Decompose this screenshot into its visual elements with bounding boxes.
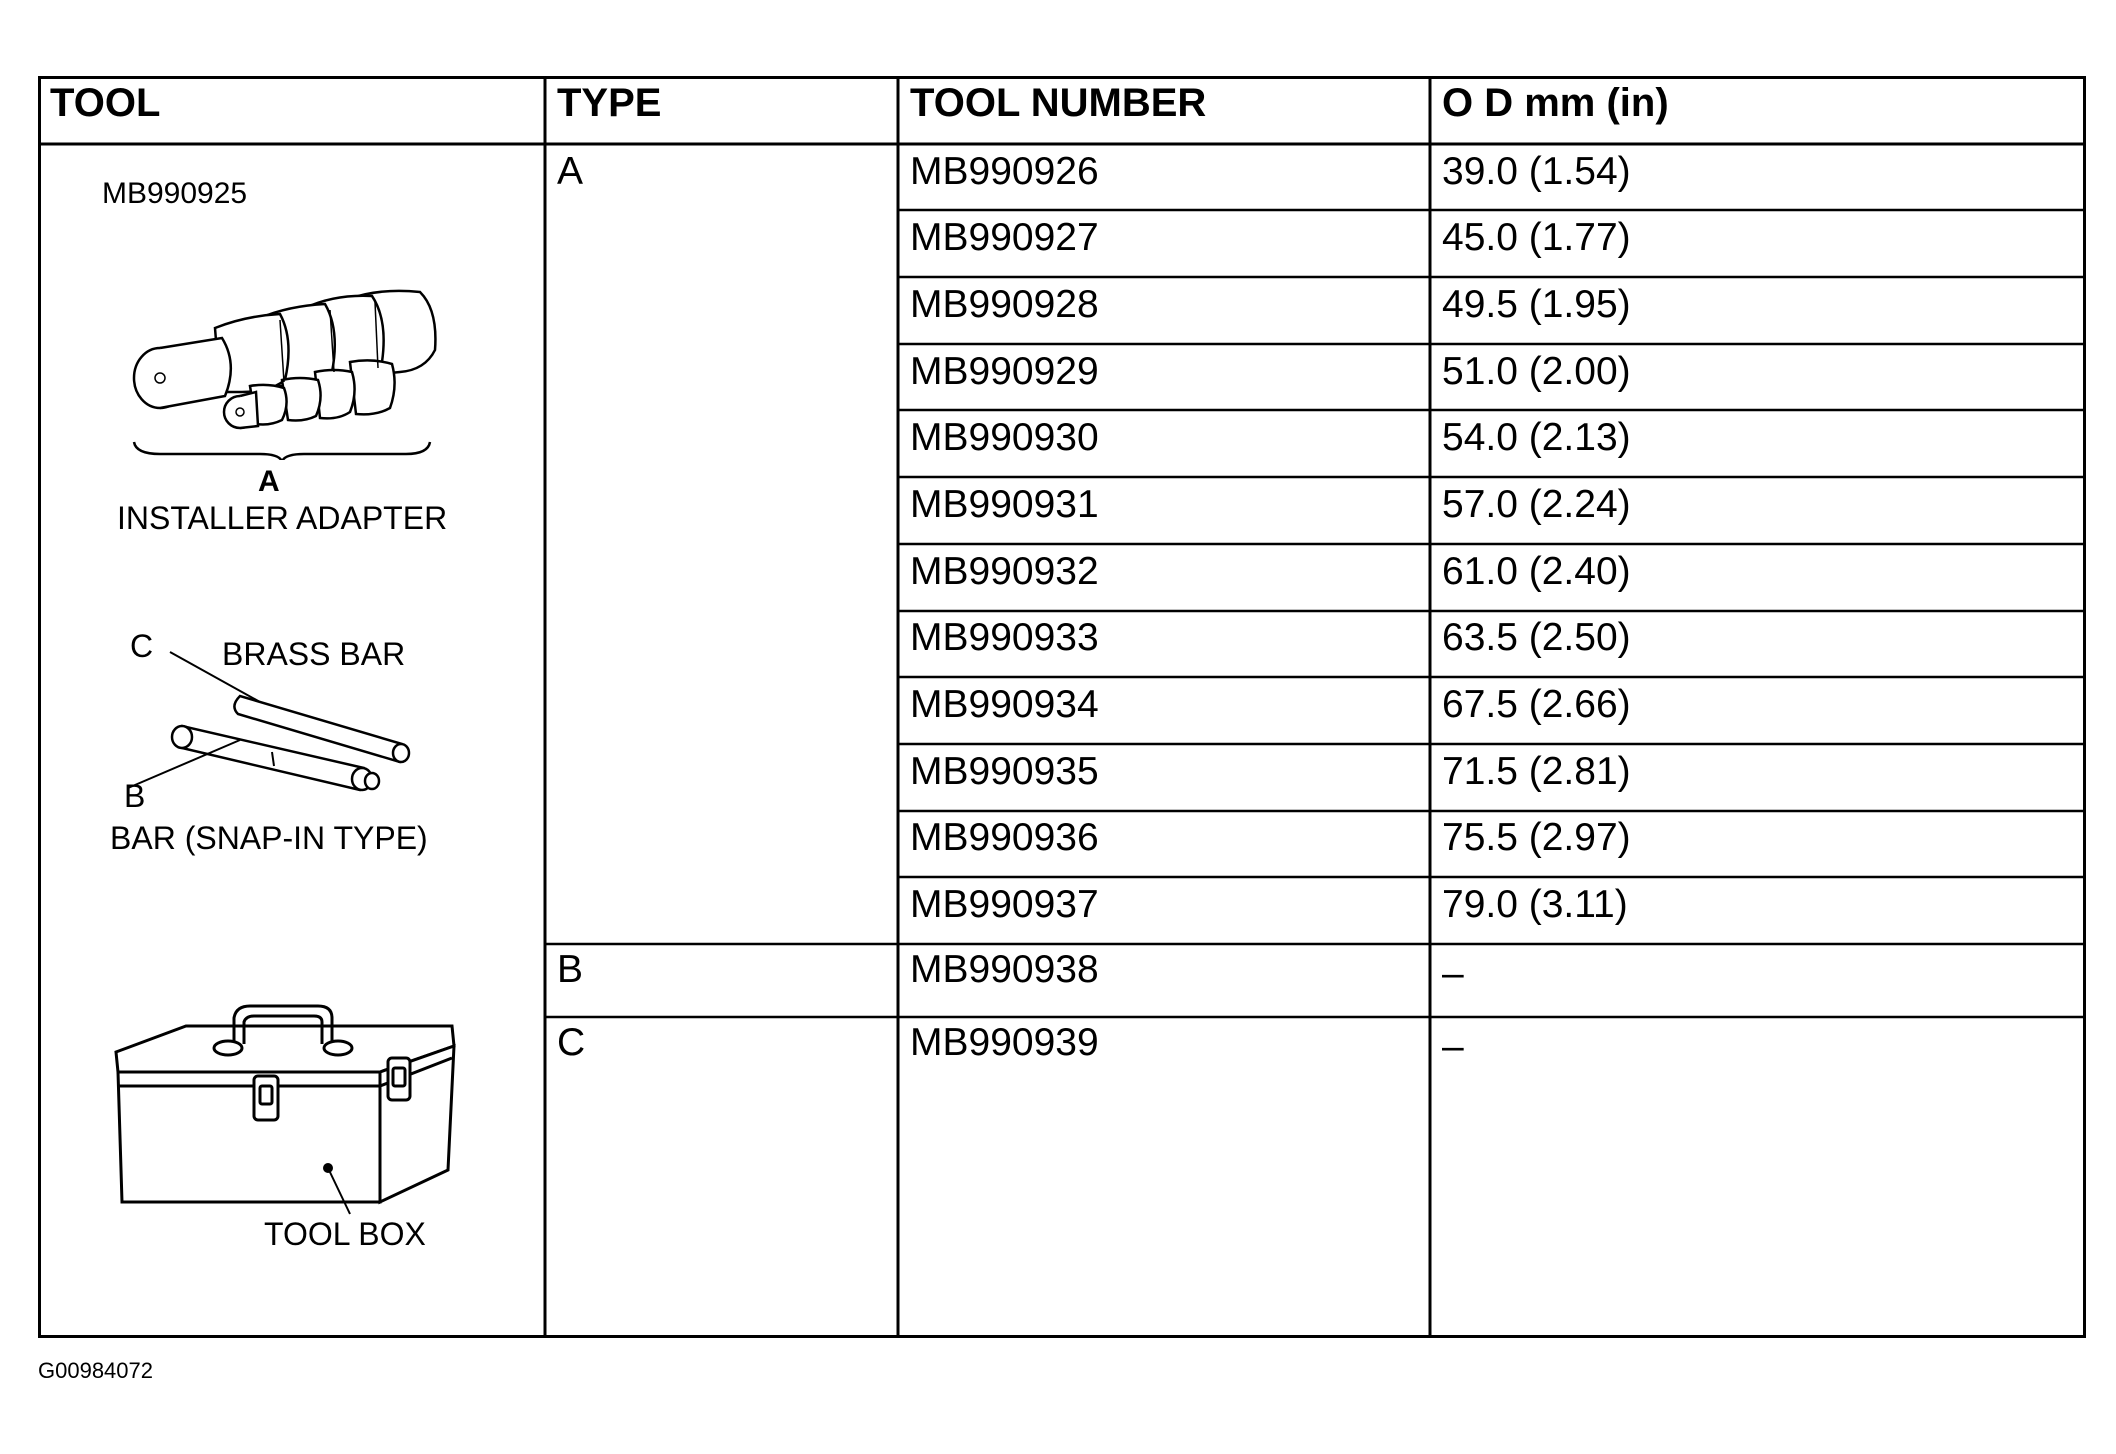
brass-bar-callout: C — [130, 628, 154, 664]
type-cell-c: C — [557, 1021, 586, 1064]
od-cell: 57.0 (2.24) — [1442, 483, 1631, 526]
installer-adapter-label: INSTALLER ADAPTER — [117, 500, 448, 536]
tool-number-cell: MB990929 — [910, 350, 1099, 393]
tool-set-number: MB990925 — [102, 177, 248, 210]
od-cell: 49.5 (1.95) — [1442, 283, 1631, 326]
od-cell: – — [1442, 952, 1464, 995]
od-cell: 51.0 (2.00) — [1442, 350, 1631, 393]
tool-number-cell: MB990938 — [910, 948, 1099, 991]
od-cell: 71.5 (2.81) — [1442, 750, 1631, 793]
tool-box-icon — [110, 1000, 460, 1240]
adapter-callout-label: A — [258, 465, 280, 498]
header-tool-number: TOOL NUMBER — [910, 81, 1207, 125]
od-cell: 79.0 (3.11) — [1442, 883, 1628, 926]
tool-number-cell: MB990934 — [910, 683, 1099, 726]
od-cell: 61.0 (2.40) — [1442, 550, 1631, 593]
od-cell: 54.0 (2.13) — [1442, 416, 1631, 459]
tool-number-cell: MB990932 — [910, 550, 1099, 593]
tool-number-cell: MB990935 — [910, 750, 1099, 793]
header-type: TYPE — [557, 81, 662, 125]
brass-bar-label: BRASS BAR — [222, 636, 406, 672]
bar-callout: B — [124, 778, 146, 814]
figure-code: G00984072 — [38, 1358, 153, 1383]
od-cell: 45.0 (1.77) — [1442, 216, 1631, 259]
tool-number-cell: MB990939 — [910, 1021, 1099, 1064]
tool-number-cell: MB990933 — [910, 616, 1099, 659]
od-cell: – — [1442, 1025, 1464, 1068]
tool-number-cell: MB990926 — [910, 150, 1099, 193]
type-cell-a: A — [557, 150, 584, 193]
tool-number-cell: MB990930 — [910, 416, 1099, 459]
od-cell: 75.5 (2.97) — [1442, 816, 1631, 859]
od-cell: 39.0 (1.54) — [1442, 150, 1631, 193]
snap-in-bar-label: BAR (SNAP-IN TYPE) — [110, 820, 428, 856]
installer-adapter-illustration — [120, 280, 450, 460]
header-tool: TOOL — [50, 81, 161, 125]
header-od: O D mm (in) — [1442, 81, 1669, 125]
tool-box-label: TOOL BOX — [264, 1216, 426, 1252]
type-cell-b: B — [557, 948, 584, 991]
od-cell: 63.5 (2.50) — [1442, 616, 1631, 659]
tool-number-cell: MB990928 — [910, 283, 1099, 326]
tool-number-cell: MB990937 — [910, 883, 1099, 926]
tool-number-cell: MB990936 — [910, 816, 1099, 859]
od-cell: 67.5 (2.66) — [1442, 683, 1631, 726]
tool-number-cell: MB990931 — [910, 483, 1099, 526]
tool-number-cell: MB990927 — [910, 216, 1099, 259]
